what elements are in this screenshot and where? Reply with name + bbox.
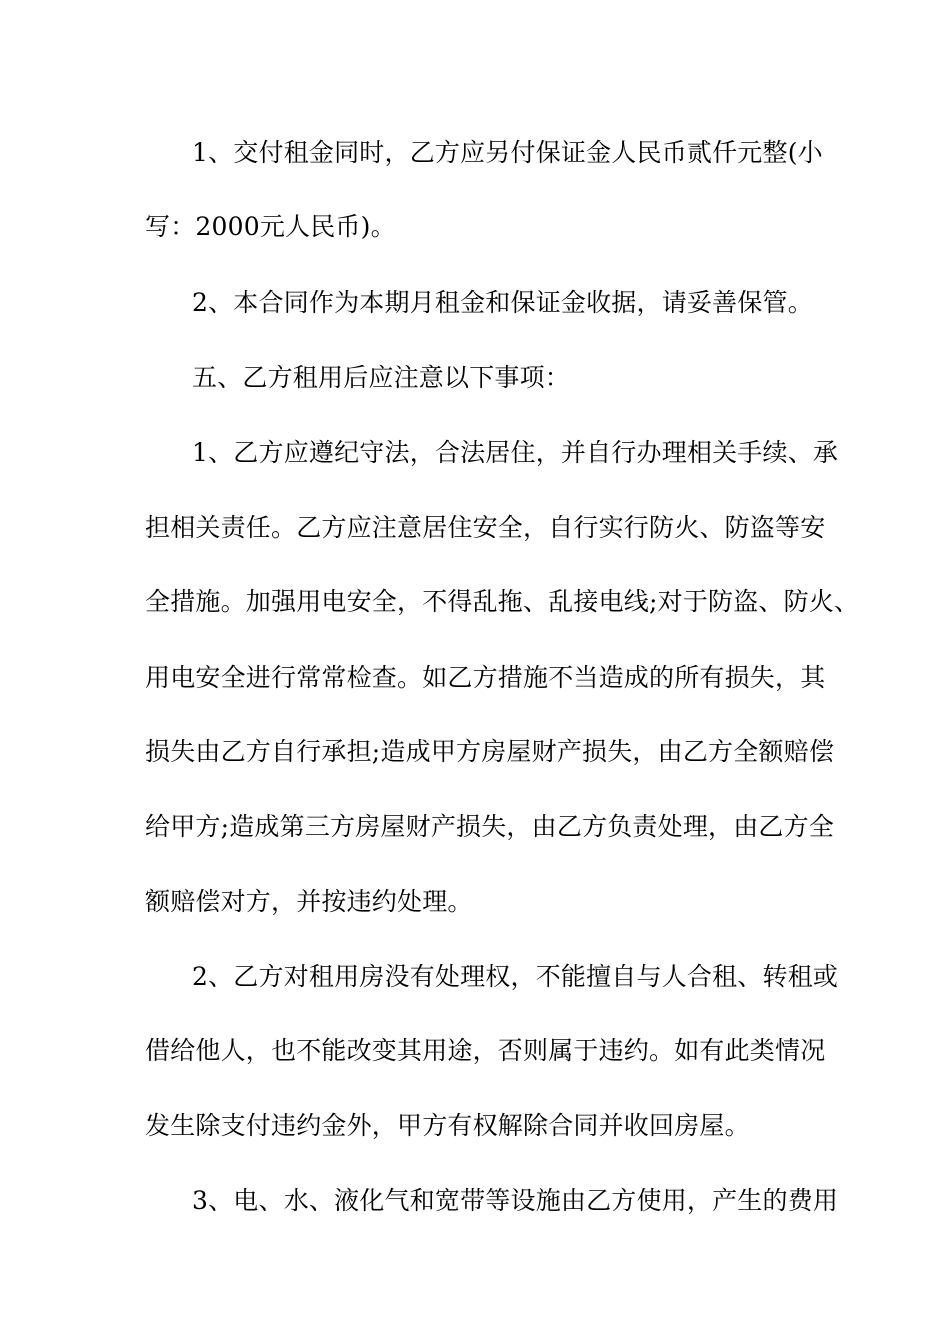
text-line: 发生除支付违约金外，甲方有权解除合同并收回房屋。 — [145, 1111, 750, 1140]
section-heading: 五、乙方租用后应注意以下事项： — [192, 363, 571, 392]
text-line: 2、乙方对租用房没有处理权，不能擅自与人合租、转租或 — [192, 962, 839, 991]
text-line: 1、乙方应遵纪守法，合法居住，并自行办理相关手续、承 — [192, 438, 839, 467]
text-line: 用电安全进行常常检查。如乙方措施不当造成的所有损失，其 — [145, 663, 826, 692]
text-line: 损失由乙方自行承担;造成甲方房屋财产损失，由乙方全额赔偿 — [145, 737, 835, 766]
text-line: 担相关责任。乙方应注意居住安全，自行实行防火、防盗等安 — [145, 513, 826, 542]
text-line: 额赔偿对方，并按违约处理。 — [145, 887, 473, 916]
text-line: 2、本合同作为本期月租金和保证金收据，请妥善保管。 — [192, 288, 813, 317]
text-line: 3、电、水、液化气和宽带等设施由乙方使用，产生的费用 — [192, 1186, 839, 1215]
text-line: 给甲方;造成第三方房屋财产损失，由乙方负责处理，由乙方全 — [145, 812, 835, 841]
text-line: 写：2000元人民币)。 — [145, 212, 396, 241]
text-line: 1、交付租金同时，乙方应另付保证金人民币贰仟元整(小 — [192, 138, 823, 167]
text-line: 借给他人，也不能改变其用途，否则属于违约。如有此类情况 — [145, 1036, 826, 1065]
text-line: 全措施。加强用电安全，不得乱拖、乱接电线;对于防盗、防火、 — [145, 587, 860, 616]
